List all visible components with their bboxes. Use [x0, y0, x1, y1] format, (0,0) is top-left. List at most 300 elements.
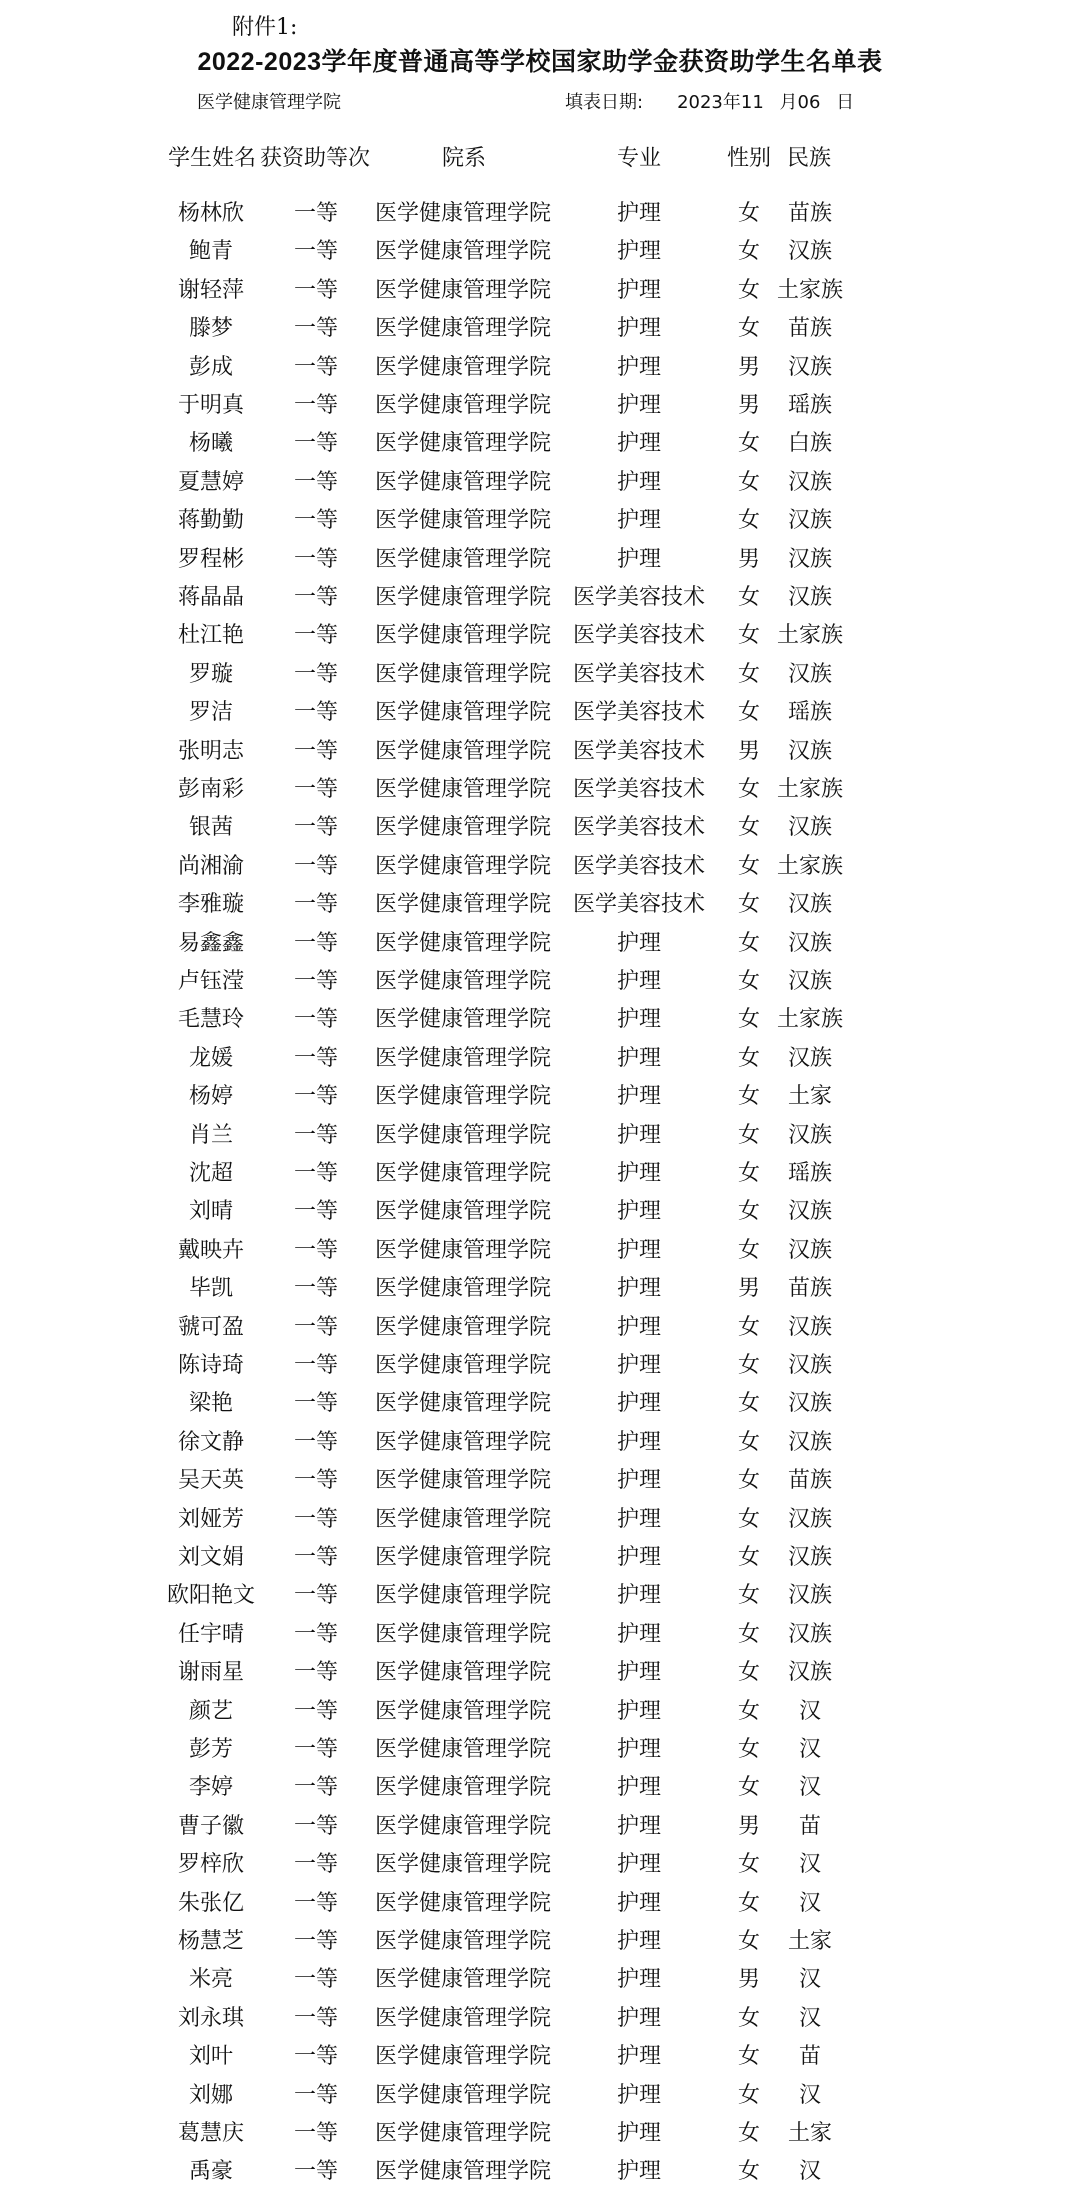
college-name: 医学健康管理学院	[197, 92, 341, 113]
ethnicity-cell: 土家	[787, 1929, 833, 1954]
department-cell: 医学健康管理学院	[374, 546, 552, 572]
gender-cell: 女	[737, 2159, 761, 2185]
major-cell: 护理	[616, 1429, 662, 1455]
ethnicity-cell: 汉族	[787, 930, 833, 956]
table-row	[0, 1617, 1080, 1653]
ethnicity-cell: 汉族	[787, 815, 833, 841]
ethnicity-cell: 苗族	[787, 1276, 833, 1302]
aid-level-cell: 一等	[293, 277, 339, 303]
ethnicity-cell: 汉族	[787, 508, 833, 534]
major-cell: 护理	[616, 1698, 662, 1724]
table-row	[0, 542, 1080, 578]
aid-level-cell: 一等	[293, 508, 339, 534]
aid-level-cell: 一等	[293, 1007, 339, 1033]
ethnicity-cell: 土家族	[776, 623, 844, 649]
aid-level-cell: 一等	[293, 1621, 339, 1647]
table-row	[0, 1118, 1080, 1154]
table-row	[0, 1386, 1080, 1422]
gender-cell: 女	[737, 815, 761, 841]
aid-level-cell: 一等	[293, 1660, 339, 1686]
ethnicity-cell: 汉	[798, 1737, 822, 1762]
ethnicity-cell: 汉	[798, 2005, 822, 2031]
table-row	[0, 1425, 1080, 1461]
aid-level-cell: 一等	[293, 2044, 339, 2070]
department-cell: 医学健康管理学院	[374, 1391, 552, 1417]
gender-cell: 女	[737, 1775, 761, 1801]
major-cell: 医学美容技术	[572, 585, 706, 610]
ethnicity-cell: 汉族	[787, 469, 833, 495]
header-level: 获资助等次	[260, 146, 371, 171]
aid-level-cell: 一等	[293, 1506, 339, 1532]
department-cell: 医学健康管理学院	[374, 1429, 552, 1455]
department-cell: 医学健康管理学院	[374, 1276, 552, 1302]
major-cell: 护理	[616, 1545, 662, 1570]
student-name-cell: 吴天英	[177, 1468, 245, 1494]
student-name-cell: 银茜	[188, 815, 234, 841]
department-cell: 医学健康管理学院	[374, 239, 552, 265]
student-name-cell: 毕凯	[188, 1276, 234, 1302]
major-cell: 医学美容技术	[572, 853, 706, 879]
department-cell: 医学健康管理学院	[374, 585, 552, 610]
gender-cell: 女	[737, 1506, 761, 1532]
department-cell: 医学健康管理学院	[374, 2044, 552, 2070]
department-cell: 医学健康管理学院	[374, 1583, 552, 1609]
gender-cell: 女	[737, 623, 761, 649]
department-cell: 医学健康管理学院	[374, 777, 552, 802]
table-row	[0, 1079, 1080, 1115]
major-cell: 护理	[616, 2082, 662, 2108]
gender-cell: 女	[737, 1199, 761, 1225]
gender-cell: 女	[737, 201, 761, 226]
table-header	[0, 137, 1080, 173]
gender-cell: 女	[737, 1890, 761, 1916]
ethnicity-cell: 汉族	[787, 1199, 833, 1225]
ethnicity-cell: 汉族	[787, 1122, 833, 1148]
ethnicity-cell: 汉	[798, 1967, 822, 1993]
aid-level-cell: 一等	[293, 1084, 339, 1110]
table-row	[0, 580, 1080, 616]
gender-cell: 男	[737, 393, 761, 418]
gender-cell: 男	[737, 1813, 761, 1839]
ethnicity-cell: 苗	[798, 2044, 822, 2070]
ethnicity-cell: 土家族	[776, 1007, 844, 1033]
table-row	[0, 1694, 1080, 1730]
student-name-cell: 朱张亿	[177, 1890, 245, 1916]
table-row	[0, 772, 1080, 808]
table-row	[0, 465, 1080, 501]
department-cell: 医学健康管理学院	[374, 700, 552, 726]
department-cell: 医学健康管理学院	[374, 1967, 552, 1993]
aid-level-cell: 一等	[293, 239, 339, 265]
student-name-cell: 蒋勤勤	[177, 508, 245, 534]
gender-cell: 女	[737, 969, 761, 994]
major-cell: 护理	[616, 1276, 662, 1302]
aid-level-cell: 一等	[293, 2005, 339, 2031]
table-row	[0, 1002, 1080, 1038]
aid-level-cell: 一等	[293, 1045, 339, 1071]
aid-level-cell: 一等	[293, 1391, 339, 1417]
major-cell: 护理	[616, 239, 662, 265]
aid-level-cell: 一等	[293, 738, 339, 764]
gender-cell: 女	[737, 1007, 761, 1033]
attachment-label: 附件1:	[232, 15, 298, 40]
department-cell: 医学健康管理学院	[374, 316, 552, 342]
gender-cell: 女	[737, 1237, 761, 1263]
gender-cell: 女	[737, 1353, 761, 1378]
department-cell: 医学健康管理学院	[374, 354, 552, 380]
department-cell: 医学健康管理学院	[374, 1737, 552, 1762]
aid-level-cell: 一等	[293, 700, 339, 726]
gender-cell: 女	[737, 1314, 761, 1340]
major-cell: 护理	[616, 930, 662, 956]
department-cell: 医学健康管理学院	[374, 2121, 552, 2146]
table-row	[0, 2116, 1080, 2152]
department-cell: 医学健康管理学院	[374, 661, 552, 687]
table-row	[0, 1962, 1080, 1998]
ethnicity-cell: 白族	[787, 431, 833, 457]
department-cell: 医学健康管理学院	[374, 431, 552, 457]
gender-cell: 女	[737, 277, 761, 303]
major-cell: 护理	[616, 393, 662, 418]
aid-level-cell: 一等	[293, 930, 339, 956]
major-cell: 医学美容技术	[572, 815, 706, 841]
gender-cell: 女	[737, 892, 761, 918]
major-cell: 医学美容技术	[572, 777, 706, 802]
ethnicity-cell: 瑶族	[787, 1161, 833, 1186]
aid-level-cell: 一等	[293, 1737, 339, 1762]
major-cell: 护理	[616, 1084, 662, 1110]
table-row	[0, 2039, 1080, 2075]
major-cell: 护理	[616, 201, 662, 226]
aid-level-cell: 一等	[293, 1161, 339, 1186]
gender-cell: 女	[737, 2121, 761, 2146]
student-name-cell: 毛慧玲	[177, 1007, 245, 1033]
table-row	[0, 849, 1080, 885]
header-gender: 性别	[727, 146, 772, 171]
table-row	[0, 887, 1080, 923]
student-name-cell: 尚湘渝	[177, 853, 245, 879]
ethnicity-cell: 汉族	[787, 585, 833, 610]
gender-cell: 女	[737, 316, 761, 342]
student-name-cell: 曹子徽	[177, 1813, 245, 1839]
major-cell: 护理	[616, 2121, 662, 2146]
major-cell: 护理	[616, 1199, 662, 1225]
table-row	[0, 1194, 1080, 1230]
gender-cell: 女	[737, 1045, 761, 1071]
department-cell: 医学健康管理学院	[374, 969, 552, 994]
gender-cell: 女	[737, 508, 761, 534]
major-cell: 护理	[616, 969, 662, 994]
student-name-cell: 李婷	[188, 1775, 234, 1801]
major-cell: 护理	[616, 1737, 662, 1762]
department-cell: 医学健康管理学院	[374, 853, 552, 879]
major-cell: 护理	[616, 1583, 662, 1609]
major-cell: 护理	[616, 469, 662, 495]
aid-level-cell: 一等	[293, 1122, 339, 1148]
gender-cell: 女	[737, 1161, 761, 1186]
aid-level-cell: 一等	[293, 354, 339, 380]
aid-level-cell: 一等	[293, 469, 339, 495]
major-cell: 护理	[616, 2005, 662, 2031]
table-row	[0, 196, 1080, 232]
ethnicity-cell: 汉族	[787, 1506, 833, 1532]
ethnicity-cell: 瑶族	[787, 700, 833, 726]
ethnicity-cell: 瑶族	[787, 393, 833, 418]
gender-cell: 女	[737, 777, 761, 802]
table-row	[0, 1233, 1080, 1269]
fill-date-day: 日	[836, 92, 855, 113]
major-cell: 护理	[616, 1967, 662, 1993]
gender-cell: 女	[737, 1545, 761, 1570]
department-cell: 医学健康管理学院	[374, 1237, 552, 1263]
aid-level-cell: 一等	[293, 969, 339, 994]
student-name-cell: 滕梦	[188, 316, 234, 342]
ethnicity-cell: 汉族	[787, 239, 833, 265]
student-name-cell: 蒋晶晶	[177, 585, 245, 610]
ethnicity-cell: 苗族	[787, 1468, 833, 1494]
table-row	[0, 1732, 1080, 1768]
student-name-cell: 龙媛	[188, 1045, 234, 1071]
student-name-cell: 欧阳艳文	[166, 1583, 256, 1609]
gender-cell: 女	[737, 661, 761, 687]
department-cell: 医学健康管理学院	[374, 1621, 552, 1647]
gender-cell: 女	[737, 853, 761, 879]
gender-cell: 男	[737, 354, 761, 380]
aid-level-cell: 一等	[293, 2082, 339, 2108]
table-row	[0, 926, 1080, 962]
major-cell: 护理	[616, 1391, 662, 1417]
department-cell: 医学健康管理学院	[374, 1852, 552, 1878]
gender-cell: 女	[737, 1929, 761, 1954]
department-cell: 医学健康管理学院	[374, 469, 552, 495]
department-cell: 医学健康管理学院	[374, 892, 552, 918]
department-cell: 医学健康管理学院	[374, 1314, 552, 1340]
aid-level-cell: 一等	[293, 1429, 339, 1455]
major-cell: 护理	[616, 1122, 662, 1148]
department-cell: 医学健康管理学院	[374, 1161, 552, 1186]
ethnicity-cell: 汉族	[787, 1391, 833, 1417]
student-name-cell: 徐文静	[177, 1429, 245, 1455]
table-row	[0, 657, 1080, 693]
table-row	[0, 1271, 1080, 1307]
aid-level-cell: 一等	[293, 1276, 339, 1302]
table-row	[0, 964, 1080, 1000]
student-name-cell: 彭芳	[188, 1737, 234, 1762]
major-cell: 医学美容技术	[572, 892, 706, 918]
major-cell: 护理	[616, 1775, 662, 1801]
ethnicity-cell: 汉	[798, 1698, 822, 1724]
aid-level-cell: 一等	[293, 1314, 339, 1340]
student-name-cell: 梁艳	[188, 1391, 234, 1417]
gender-cell: 女	[737, 1122, 761, 1148]
gender-cell: 女	[737, 1429, 761, 1455]
aid-level-cell: 一等	[293, 892, 339, 918]
ethnicity-cell: 汉族	[787, 1353, 833, 1378]
aid-level-cell: 一等	[293, 316, 339, 342]
department-cell: 医学健康管理学院	[374, 1660, 552, 1686]
table-row	[0, 1578, 1080, 1614]
aid-level-cell: 一等	[293, 1852, 339, 1878]
student-name-cell: 易鑫鑫	[177, 930, 245, 956]
fill-date-month: 月06	[779, 92, 821, 113]
table-row	[0, 1886, 1080, 1922]
student-name-cell: 彭成	[188, 354, 234, 380]
gender-cell: 女	[737, 469, 761, 495]
department-cell: 医学健康管理学院	[374, 1698, 552, 1724]
department-cell: 医学健康管理学院	[374, 930, 552, 956]
gender-cell: 女	[737, 239, 761, 265]
student-name-cell: 刘永琪	[177, 2005, 245, 2031]
student-name-cell: 陈诗琦	[177, 1353, 245, 1378]
table-row	[0, 1924, 1080, 1960]
gender-cell: 女	[737, 1852, 761, 1878]
ethnicity-cell: 苗	[798, 1813, 822, 1839]
student-name-cell: 颜艺	[188, 1698, 234, 1724]
ethnicity-cell: 汉族	[787, 1314, 833, 1340]
ethnicity-cell: 苗族	[787, 201, 833, 226]
student-name-cell: 谢雨星	[177, 1660, 245, 1686]
major-cell: 医学美容技术	[572, 623, 706, 649]
student-name-cell: 米亮	[188, 1967, 234, 1993]
header-ethnicity: 民族	[787, 146, 832, 171]
table-row	[0, 695, 1080, 731]
gender-cell: 女	[737, 585, 761, 610]
header-department: 院系	[442, 146, 487, 171]
department-cell: 医学健康管理学院	[374, 201, 552, 226]
student-name-cell: 刘娅芳	[177, 1506, 245, 1532]
student-name-cell: 谢轻萍	[177, 277, 245, 303]
student-name-cell: 刘叶	[188, 2044, 234, 2070]
table-row	[0, 810, 1080, 846]
gender-cell: 女	[737, 1391, 761, 1417]
table-row	[0, 618, 1080, 654]
department-cell: 医学健康管理学院	[374, 1545, 552, 1570]
aid-level-cell: 一等	[293, 853, 339, 879]
major-cell: 护理	[616, 1929, 662, 1954]
department-cell: 医学健康管理学院	[374, 2159, 552, 2185]
table-row	[0, 1348, 1080, 1384]
aid-level-cell: 一等	[293, 815, 339, 841]
student-name-cell: 杨婷	[188, 1084, 234, 1110]
gender-cell: 女	[737, 1468, 761, 1494]
aid-level-cell: 一等	[293, 1583, 339, 1609]
header-name: 学生姓名	[168, 146, 257, 171]
gender-cell: 女	[737, 1084, 761, 1110]
table-row	[0, 350, 1080, 386]
table-row	[0, 1041, 1080, 1077]
ethnicity-cell: 汉族	[787, 546, 833, 572]
student-name-cell: 虢可盈	[177, 1314, 245, 1340]
table-row	[0, 503, 1080, 539]
gender-cell: 女	[737, 930, 761, 956]
student-name-cell: 刘娜	[188, 2082, 234, 2108]
major-cell: 护理	[616, 1621, 662, 1647]
student-name-cell: 彭南彩	[177, 777, 245, 802]
student-name-cell: 杨林欣	[177, 201, 245, 226]
table-row	[0, 1540, 1080, 1576]
ethnicity-cell: 土家	[787, 1084, 833, 1110]
ethnicity-cell: 汉族	[787, 1045, 833, 1071]
major-cell: 医学美容技术	[572, 700, 706, 726]
student-name-cell: 杜江艳	[177, 623, 245, 649]
department-cell: 医学健康管理学院	[374, 1353, 552, 1378]
table-row	[0, 273, 1080, 309]
ethnicity-cell: 汉族	[787, 892, 833, 918]
major-cell: 护理	[616, 354, 662, 380]
table-row	[0, 1847, 1080, 1883]
table-row	[0, 1655, 1080, 1691]
ethnicity-cell: 汉族	[787, 1545, 833, 1570]
department-cell: 医学健康管理学院	[374, 1929, 552, 1954]
aid-level-cell: 一等	[293, 2121, 339, 2146]
table-row	[0, 2154, 1080, 2190]
student-name-cell: 张明志	[177, 738, 245, 764]
major-cell: 护理	[616, 277, 662, 303]
department-cell: 医学健康管理学院	[374, 815, 552, 841]
department-cell: 医学健康管理学院	[374, 1045, 552, 1071]
major-cell: 护理	[616, 1852, 662, 1878]
department-cell: 医学健康管理学院	[374, 1122, 552, 1148]
student-name-cell: 戴映卉	[177, 1237, 245, 1263]
aid-level-cell: 一等	[293, 1237, 339, 1263]
table-row	[0, 2078, 1080, 2114]
aid-level-cell: 一等	[293, 1967, 339, 1993]
student-name-cell: 禹豪	[188, 2159, 234, 2185]
department-cell: 医学健康管理学院	[374, 1813, 552, 1839]
student-name-cell: 肖兰	[188, 1122, 234, 1148]
department-cell: 医学健康管理学院	[374, 2082, 552, 2108]
major-cell: 护理	[616, 1353, 662, 1378]
major-cell: 护理	[616, 1045, 662, 1071]
ethnicity-cell: 汉族	[787, 354, 833, 380]
header-major: 专业	[617, 146, 662, 171]
department-cell: 医学健康管理学院	[374, 1890, 552, 1916]
ethnicity-cell: 土家族	[776, 277, 844, 303]
department-cell: 医学健康管理学院	[374, 738, 552, 764]
aid-level-cell: 一等	[293, 1199, 339, 1225]
ethnicity-cell: 苗族	[787, 316, 833, 342]
ethnicity-cell: 汉	[798, 1852, 822, 1878]
aid-level-cell: 一等	[293, 1775, 339, 1801]
major-cell: 护理	[616, 1468, 662, 1494]
student-name-cell: 杨慧芝	[177, 1929, 245, 1954]
major-cell: 医学美容技术	[572, 738, 706, 764]
ethnicity-cell: 汉族	[787, 1583, 833, 1609]
aid-level-cell: 一等	[293, 623, 339, 649]
gender-cell: 女	[737, 1583, 761, 1609]
gender-cell: 女	[737, 1621, 761, 1647]
ethnicity-cell: 汉族	[787, 1621, 833, 1647]
aid-level-cell: 一等	[293, 1929, 339, 1954]
department-cell: 医学健康管理学院	[374, 1775, 552, 1801]
ethnicity-cell: 土家族	[776, 777, 844, 802]
table-row	[0, 426, 1080, 462]
gender-cell: 女	[737, 1698, 761, 1724]
major-cell: 护理	[616, 1007, 662, 1033]
table-row	[0, 311, 1080, 347]
department-cell: 医学健康管理学院	[374, 1506, 552, 1532]
student-name-cell: 卢钰滢	[177, 969, 245, 994]
major-cell: 护理	[616, 1237, 662, 1263]
aid-level-cell: 一等	[293, 1813, 339, 1839]
student-name-cell: 夏慧婷	[177, 469, 245, 495]
aid-level-cell: 一等	[293, 1545, 339, 1570]
student-name-cell: 刘晴	[188, 1199, 234, 1225]
aid-level-cell: 一等	[293, 431, 339, 457]
gender-cell: 女	[737, 1660, 761, 1686]
ethnicity-cell: 汉族	[787, 1237, 833, 1263]
ethnicity-cell: 汉族	[787, 738, 833, 764]
